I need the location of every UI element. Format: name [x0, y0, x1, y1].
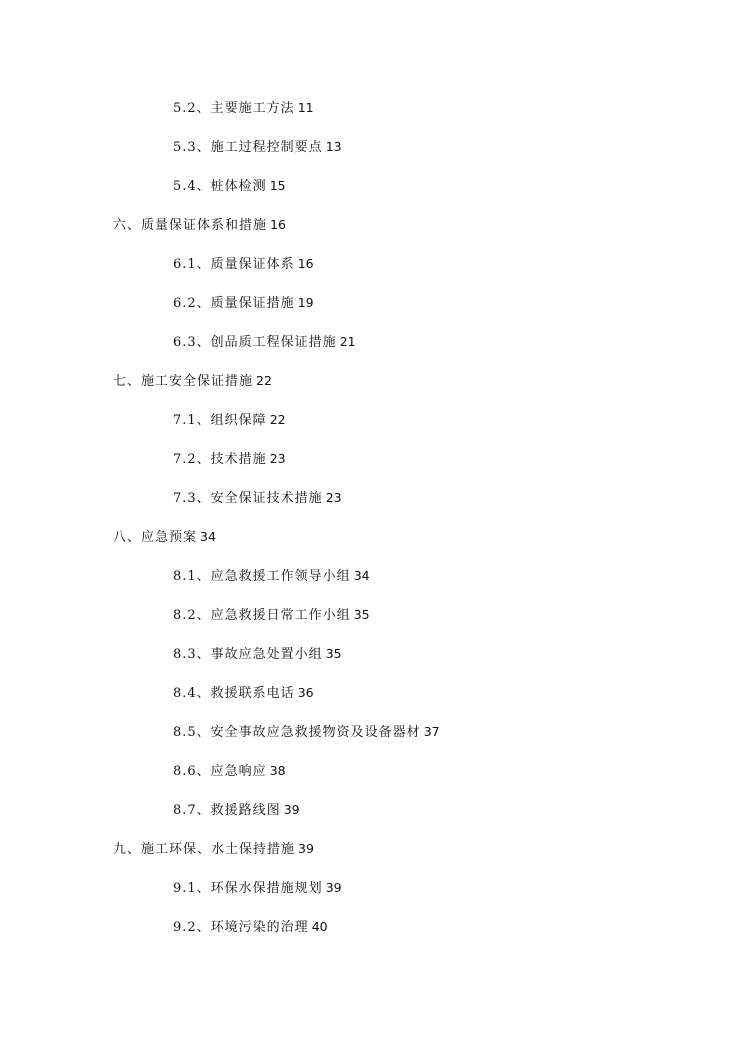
toc-entry-title: 7.2、技术措施 [173, 452, 267, 467]
toc-entry-page-number: 40 [311, 919, 328, 934]
toc-entry-title: 6.3、创品质工程保证措施 [173, 335, 337, 350]
toc-entry-title: 5.3、施工过程控制要点 [173, 140, 323, 155]
toc-entry-title: 8.6、应急响应 [173, 764, 267, 779]
toc-entry-page-number: 35 [353, 607, 370, 622]
toc-entry-title: 六、质量保证体系和措施 [113, 218, 268, 233]
toc-entry-title: 7.3、安全保证技术措施 [173, 491, 323, 506]
toc-subsection-entry[interactable] [0, 758, 744, 797]
toc-section-entry[interactable] [0, 368, 744, 407]
toc-subsection-entry[interactable] [0, 641, 744, 680]
toc-section-entry[interactable] [0, 212, 744, 251]
toc-subsection-entry[interactable] [0, 680, 744, 719]
toc-entry-title: 6.2、质量保证措施 [173, 296, 295, 311]
toc-subsection-entry[interactable] [0, 407, 744, 446]
toc-subsection-entry[interactable] [0, 173, 744, 212]
toc-entry-page-number: 39 [283, 802, 300, 817]
toc-subsection-entry[interactable] [0, 446, 744, 485]
toc-entry-title: 7.1、组织保障 [173, 413, 267, 428]
toc-entry-page-number: 38 [269, 763, 286, 778]
toc-entry-page-number: 36 [297, 685, 314, 700]
toc-entry-page-number: 22 [256, 373, 272, 388]
toc-entry-title: 九、施工环保、水土保持措施 [113, 842, 296, 857]
toc-entry-page-number: 22 [269, 412, 286, 427]
toc-entry-title: 8.3、事故应急处置小组 [173, 647, 323, 662]
toc-subsection-entry[interactable] [0, 95, 744, 134]
toc-subsection-entry[interactable] [0, 134, 744, 173]
toc-entry-title: 5.2、主要施工方法 [173, 101, 295, 116]
toc-subsection-entry[interactable] [0, 563, 744, 602]
toc-entry-page-number: 15 [269, 178, 286, 193]
toc-subsection-entry[interactable] [0, 875, 744, 914]
toc-entry-title: 6.1、质量保证体系 [173, 257, 295, 272]
toc-subsection-entry[interactable] [0, 914, 744, 953]
toc-entry-title: 8.4、救援联系电话 [173, 686, 295, 701]
toc-entry-page-number: 11 [297, 100, 314, 115]
toc-entry-title: 8.2、应急救援日常工作小组 [173, 608, 351, 623]
toc-entry-page-number: 39 [298, 841, 314, 856]
toc-entry-title: 5.4、桩体检测 [173, 179, 267, 194]
toc-entry-title: 8.7、救援路线图 [173, 803, 281, 818]
toc-entry-title: 七、施工安全保证措施 [113, 374, 254, 389]
toc-entry-title: 8.5、安全事故应急救援物资及设备器材 [173, 725, 421, 740]
toc-subsection-entry[interactable] [0, 329, 744, 368]
toc-entry-page-number: 23 [269, 451, 286, 466]
toc-entry-page-number: 16 [270, 217, 286, 232]
toc-entry-title: 8.1、应急救援工作领导小组 [173, 569, 351, 584]
toc-entry-title: 9.1、环保水保措施规划 [173, 881, 323, 896]
toc-entry-page-number: 19 [297, 295, 314, 310]
toc-entry-page-number: 35 [325, 646, 342, 661]
toc-subsection-entry[interactable] [0, 251, 744, 290]
toc-entry-page-number: 39 [325, 880, 342, 895]
toc-subsection-entry[interactable] [0, 602, 744, 641]
toc-entry-title: 9.2、环境污染的治理 [173, 920, 309, 935]
toc-entry-page-number: 37 [423, 724, 440, 739]
toc-subsection-entry[interactable] [0, 290, 744, 329]
table-of-contents [0, 95, 744, 953]
toc-subsection-entry[interactable] [0, 485, 744, 524]
toc-entry-page-number: 16 [297, 256, 314, 271]
toc-entry-page-number: 34 [353, 568, 370, 583]
toc-entry-page-number: 13 [325, 139, 342, 154]
toc-subsection-entry[interactable] [0, 719, 744, 758]
toc-entry-page-number: 23 [325, 490, 342, 505]
toc-section-entry[interactable] [0, 524, 744, 563]
toc-entry-page-number: 34 [200, 529, 216, 544]
toc-section-entry[interactable] [0, 836, 744, 875]
toc-entry-title: 八、应急预案 [113, 530, 198, 545]
toc-entry-page-number: 21 [339, 334, 356, 349]
toc-subsection-entry[interactable] [0, 797, 744, 836]
